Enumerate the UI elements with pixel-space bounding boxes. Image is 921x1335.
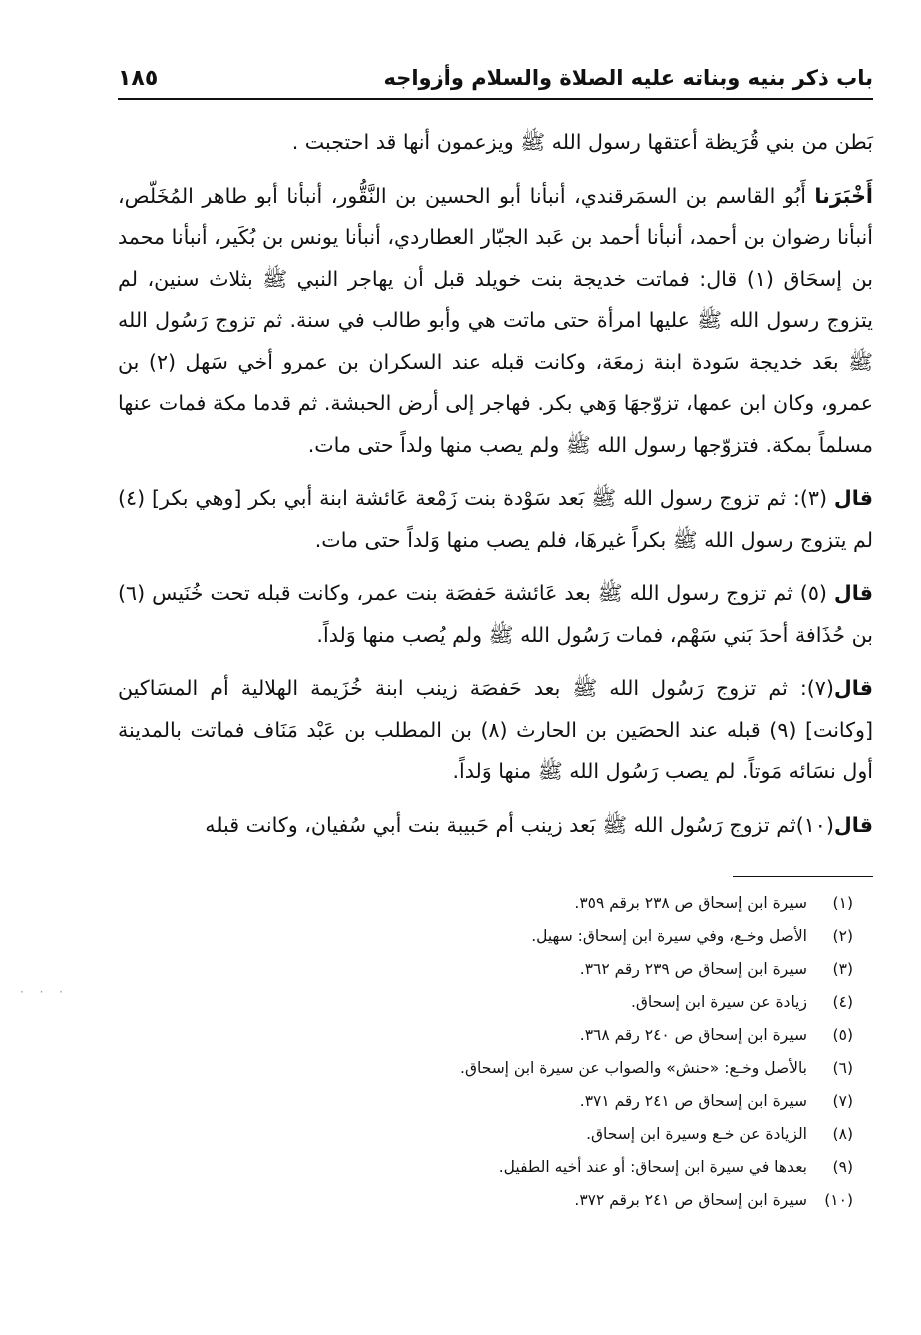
footnote-text: الزيادة عن خـع وسيرة ابن إسحاق. [586, 1125, 807, 1143]
paragraph-lead: قال [833, 581, 873, 605]
paragraph-text: (٥) ثم تزوج رسول الله ﷺ بعد عَائشة حَفصَة بنت عمر، وكانت قبله تحت خُنَيس (٦) بن حُذَافة أحدَ بَني سَهْم، فمات رَسُول الله ﷺ ولم يُصب منها وَلداً. [118, 581, 873, 647]
footnote [118, 1184, 853, 1217]
paragraph-text: (٣): ثم تزوج رسول الله ﷺ بَعد سَوْدة بنت زَمْعة عَائشة ابنة أبي بكر [وهي بكر] (٤) لم يتزوج رسول الله ﷺ بكراً غيرهَا، فلم يصب منها وَلداً حتى مات. [118, 486, 873, 552]
footnote [118, 1151, 853, 1184]
footnote [118, 1052, 853, 1085]
book-page [118, 58, 873, 1318]
footnote [118, 1019, 853, 1052]
footnote-text: سيرة ابن إسحاق ص ٢٤٠ رقم ٣٦٨. [579, 1026, 807, 1044]
paragraph [118, 805, 873, 847]
footnote [118, 953, 853, 986]
footnote-number: (٢) [832, 927, 853, 945]
paragraph-text: أَبُو القاسم بن السمَرقندي، أنبأنا أبو الحسين بن النَّقُّور، أنبأنا أبو طاهر المُخَلّص، أنبأنا رضوان بن أحمد، أنبأنا أحمد بن عَبد الجبّار العطاردي، أنبأنا يونس بن بُكَير، أنبأنا محمد بن إسحَاق (١) قال: فماتت خديجة بنت خويلد قبل أن يهاجر النبي ﷺ بثلاث سنين، لم يتزوج رسول الله ﷺ عليها امرأة حتى ماتت هي وأبو طالب في سنة. ثم تزوج رَسُول الله ﷺ بعَد خديجة سَودة ابنة زمعَة، وكانت قبله عند السكران بن عمرو أخي سَهل (٢) بن عمرو، وكان ابن عمها، تزوّجهَا وَهي بكر. فهاجر إلى أرض الحبشة. ثم قدما مكة فمات عنها مسلماً بمكة. فتزوّجها رسول الله ﷺ ولم يصب منها ولداً حتى مات. [118, 183, 873, 457]
paragraph [118, 176, 873, 467]
paragraph-lead: قال [833, 676, 873, 700]
footnote-number: (٨) [832, 1125, 853, 1143]
footnote-text: سيرة ابن إسحاق ص ٢٤١ رقم ٣٧١. [579, 1092, 807, 1110]
footnote-text: سيرة ابن إسحاق ص ٢٣٨ برقم ٣٥٩. [574, 894, 807, 912]
footnote-number: (٣) [832, 960, 853, 978]
paragraph-text: (٧): ثم تزوج رَسُول الله ﷺ بعد حَفصَة زينب ابنة خُزَيمة الهلالية أم المسَاكين [وكانت] (٩) قبله عند الحصَين بن الحارث (٨) بن المطلب بن عَبْد مَنَاف فماتت بالمدينة أول نسَائه مَوتاً. لم يصب رَسُول الله ﷺ منها وَلداً. [118, 676, 873, 783]
paragraph [118, 478, 873, 561]
footnote-number: (١٠) [824, 1191, 853, 1209]
footnote-text: بالأصل وخـع: «حنش» والصواب عن سيرة ابن إسحاق. [460, 1059, 807, 1077]
paragraph [118, 122, 873, 164]
footnote [118, 1085, 853, 1118]
footnote [118, 986, 853, 1019]
footnote [118, 1118, 853, 1151]
footnotes [118, 887, 873, 1217]
footnote-number: (١) [832, 894, 853, 912]
footnote-text: بعدها في سيرة ابن إسحاق: أو عند أخيه الطفيل. [498, 1158, 807, 1176]
paragraph-lead: أَخْبَرَنا [814, 183, 873, 208]
main-text [118, 122, 873, 846]
footnote [118, 920, 853, 953]
paragraph-text: (١٠)ثم تزوج رَسُول الله ﷺ بَعد زينب أم حَبيبة بنت أبي سُفيان، وكانت قبله [205, 812, 834, 837]
footnote-number: (٦) [832, 1059, 853, 1077]
footnote-text: سيرة ابن إسحاق ص ٢٤١ برقم ٣٧٢. [574, 1191, 807, 1209]
footnote-number: (٧) [832, 1092, 853, 1110]
running-header [118, 58, 873, 100]
footnote-separator [733, 876, 873, 877]
footnote-text: سيرة ابن إسحاق ص ٢٣٩ رقم ٣٦٢. [579, 960, 807, 978]
footnote-number: (٥) [832, 1026, 853, 1044]
paragraph [118, 573, 873, 656]
paragraph [118, 668, 873, 793]
footnote-text: زيادة عن سيرة ابن إسحاق. [630, 993, 807, 1011]
page-number: ١٨٥ [118, 65, 159, 91]
footnote [118, 887, 853, 920]
paragraph-text: بَطن من بني قُرَيظة أعتقها رسول الله ﷺ ويزعمون أنها قد احتجبت . [291, 130, 873, 154]
footnote-number: (٤) [832, 993, 853, 1011]
chapter-title: باب ذكر بنيه وبناته عليه الصلاة والسلام وأزواجه [383, 66, 873, 90]
footnote-text: الأصل وخـع، وفي سيرة ابن إسحاق: سهيل. [531, 927, 807, 945]
paragraph-lead: قال [833, 812, 873, 837]
scan-speckles: · · · [20, 985, 70, 999]
footnote-separator-wrap [118, 858, 873, 887]
paragraph-lead: قال [833, 486, 873, 510]
footnote-number: (٩) [832, 1158, 853, 1176]
